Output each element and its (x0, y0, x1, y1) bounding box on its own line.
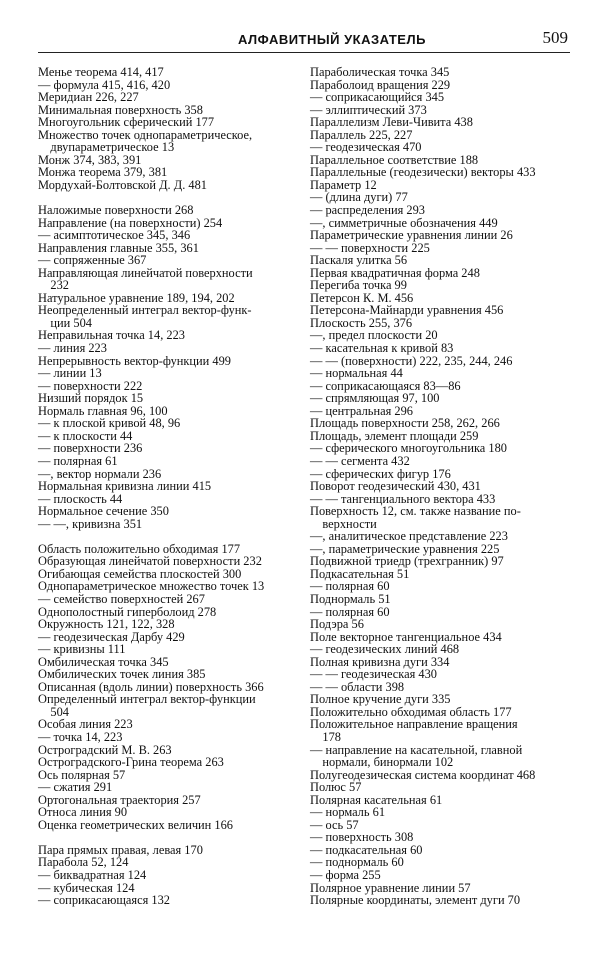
index-entry: Меридиан 226, 227 (38, 90, 139, 105)
index-entry: Направляющая линейчатой поверхности (38, 265, 253, 280)
index-entry: Параболическая точка 345 (310, 65, 450, 79)
index-entry: Поле векторное тангенциальное 434 (310, 629, 502, 644)
index-entry: нормали, бинормали 102 (310, 755, 454, 770)
index-entry: — геодезических линий 468 (310, 642, 460, 657)
index-entry: Площадь поверхности 258, 262, 266 (310, 416, 500, 431)
index-entry: Пара прямых правая, левая 170 (38, 842, 203, 857)
index-entry: Особая линия 223 (38, 717, 133, 732)
index-entry: —, параметрические уравнения 225 (310, 541, 500, 556)
index-entry: — плоскость 44 (38, 491, 123, 506)
index-entry: — — тангенциального вектора 433 (310, 491, 496, 506)
index-entry: Петерсона-Майнарди уравнения 456 (310, 303, 504, 318)
index-entry: — поверхности 236 (38, 441, 143, 456)
index-entry: — нормальная 44 (310, 366, 403, 381)
index-entry: 504 (38, 704, 69, 719)
index-entry: Паскаля улитка 56 (310, 253, 408, 268)
index-entry: Нормаль главная 96, 100 (38, 403, 168, 418)
index-entry: — к плоской кривой 48, 96 (38, 416, 181, 431)
index-entry: Параметрические уравнения линии 26 (310, 228, 513, 243)
index-entry: Полная кривизна дуги 334 (310, 654, 450, 669)
index-entry: — касательная к кривой 83 (310, 341, 454, 356)
index-entry: Монж 374, 383, 391 (38, 152, 142, 167)
index-entry: — центральная 296 (310, 403, 413, 418)
index-entry: Полярная касательная 61 (310, 792, 443, 807)
index-entry: — — области 398 (310, 679, 405, 694)
index-entry: Подкасательная 51 (310, 566, 410, 581)
index-entry: Подвижной триедр (трехгранник) 97 (310, 554, 504, 569)
index-entry: —, аналитическое представление 223 (310, 529, 508, 544)
index-entry: — кривизны 111 (38, 642, 126, 657)
index-entry: — спрямляющая 97, 100 (310, 391, 440, 406)
index-entry: Полугеодезическая система координат 468 (310, 767, 536, 782)
index-entry: Множество точек однопараметрическое, (38, 127, 253, 142)
page-number: 509 (542, 28, 568, 47)
index-entry: Неправильная точка 14, 223 (38, 328, 185, 343)
index-entry: Параллельное соответствие 188 (310, 152, 479, 167)
index-entry: Подэра 56 (310, 617, 364, 632)
index-entry: — сферического многоугольника 180 (310, 441, 507, 456)
index-entry: Мордухай-Болтовской Д. Д. 481 (38, 177, 207, 192)
index-entry: Параллель 225, 227 (310, 127, 413, 142)
index-entry: Остроградского-Грина теорема 263 (38, 755, 224, 770)
index-entry: Плоскость 255, 376 (310, 315, 413, 330)
running-header (38, 30, 570, 53)
index-entry: — — сегмента 432 (310, 453, 410, 468)
index-entry: Положительно обходимая область 177 (310, 704, 512, 719)
index-entry: — ось 57 (310, 817, 359, 832)
index-entry: Поднормаль 51 (310, 591, 391, 606)
index-entry: — — поверхности 225 (310, 240, 430, 255)
index-entry: Поворот геодезический 430, 431 (310, 479, 481, 494)
index-entry: Многоугольник сферический 177 (38, 115, 215, 130)
letter-group-gap (38, 530, 300, 543)
index-entry: Неопределенный интеграл вектор-функ- (38, 303, 252, 318)
index-entry: ции 504 (38, 315, 92, 330)
index-entry: — соприкасающаяся 83—86 (310, 378, 461, 393)
index-entry: Область положительно обходимая 177 (38, 541, 241, 556)
index-entry: —, симметричные обозначения 449 (310, 215, 498, 230)
index-entry: Парабола 52, 124 (38, 855, 129, 870)
index-column-left (38, 66, 300, 907)
index-entry: Остроградский М. В. 263 (38, 742, 172, 757)
index-entry: —, вектор нормали 236 (38, 466, 162, 481)
index-entry: Относа линия 90 (38, 805, 128, 820)
index-entry: Омбилических точек линия 385 (38, 667, 206, 682)
index-entry: Первая квадратичная форма 248 (310, 265, 480, 280)
index-entry: — —, кривизна 351 (38, 516, 143, 531)
index-entry: — полярная 60 (310, 579, 390, 594)
index-entry: Параметр 12 (310, 177, 377, 192)
index-entry: —, предел плоскости 20 (310, 328, 438, 343)
index-entry: — подкасательная 60 (310, 842, 423, 857)
index-entry: — сферических фигур 176 (310, 466, 451, 481)
index-entry: Омбилическая точка 345 (38, 654, 169, 669)
index-entry: Минимальная поверхность 358 (38, 102, 203, 117)
index-entry: — биквадратная 124 (38, 868, 147, 882)
index-entry: Направление (на поверхности) 254 (38, 215, 223, 230)
index-entry: 232 (38, 278, 69, 293)
index-entry: — линии 13 (38, 366, 102, 381)
index-entry: — нормаль 61 (310, 805, 386, 820)
index-entry: Площадь, элемент площади 259 (310, 428, 479, 443)
index-entry: Параллельные (геодезически) векторы 433 (310, 165, 536, 180)
index-entry: верхности (310, 516, 377, 531)
index-entry: — асимптотическое 345, 346 (38, 228, 191, 243)
index-entry: Определенный интеграл вектор-функции (38, 692, 256, 707)
index-entry: — направление на касательной, главной (310, 742, 523, 757)
index-entry: Натуральное уравнение 189, 194, 202 (38, 290, 235, 305)
index-entry: — точка 14, 223 (38, 729, 123, 744)
index-entry: Непрерывность вектор-функции 499 (38, 353, 231, 368)
index-entry: Полюс 57 (310, 780, 362, 795)
index-entry: — соприкасающийся 345 (310, 90, 445, 105)
index-entry: — линия 223 (38, 341, 107, 356)
index-entry: Наложимые поверхности 268 (38, 203, 194, 218)
index-entry: Образующая линейчатой поверхности 232 (38, 554, 262, 569)
index-entry: — сжатия 291 (38, 780, 113, 795)
index-entry: Ось полярная 57 (38, 767, 126, 782)
index-entry: — — (поверхности) 222, 235, 244, 246 (310, 353, 513, 368)
index-column-right (310, 66, 572, 907)
index-entry: Нормальная кривизна линии 415 (38, 479, 212, 494)
index-entry: Однополостный гиперболоид 278 (38, 604, 217, 619)
index-entry: — поднормаль 60 (310, 855, 404, 870)
index-entry: Полное кручение дуги 335 (310, 692, 451, 707)
index-entry: Монжа теорема 379, 381 (38, 165, 168, 180)
index-entry: — семейство поверхностей 267 (38, 591, 205, 606)
index-entry: — (длина дуги) 77 (310, 190, 408, 205)
index-entry: — распределения 293 (310, 203, 425, 218)
index-entry: Однопараметрическое множество точек 13 (38, 579, 265, 594)
index-entry: Описанная (вдоль линии) поверхность 366 (38, 679, 264, 694)
index-entry: 178 (310, 729, 341, 744)
index-entry: — сопряженные 367 (38, 253, 147, 268)
index-entry: Ортогональная траектория 257 (38, 792, 201, 807)
index-entry: — полярная 61 (38, 453, 118, 468)
index-entry: Положительное направление вращения (310, 717, 518, 732)
running-title: АЛФАВИТНЫЙ УКАЗАТЕЛЬ (238, 32, 426, 47)
index-entry: — соприкасающаяся 132 (38, 893, 171, 908)
index-entry: — полярная 60 (310, 604, 390, 619)
index-entry: — форма 255 (310, 868, 381, 882)
index-entry: Полярные координаты, элемент дуги 70 (310, 893, 521, 908)
index-entry: — поверхности 222 (38, 378, 143, 393)
index-entry: — формула 415, 416, 420 (38, 77, 171, 92)
index-entry: — геодезическая 470 (310, 140, 422, 155)
index-entry: Полярное уравнение линии 57 (310, 880, 471, 895)
index-entry: Перегиба точка 99 (310, 278, 407, 293)
index-entry: двупараметрическое 13 (38, 140, 175, 155)
index-entry: Нормальное сечение 350 (38, 504, 169, 519)
index-entry: — к плоскости 44 (38, 428, 133, 443)
index-entry: Огибающая семейства плоскостей 300 (38, 566, 242, 581)
index-entry: Параболоид вращения 229 (310, 77, 451, 92)
index-entry: Параллелизм Леви-Чивита 438 (310, 115, 473, 130)
index-entry: — поверхность 308 (310, 830, 414, 845)
index-entry: Петерсон К. М. 456 (310, 290, 414, 305)
index-entry: Низший порядок 15 (38, 391, 144, 406)
index-entry: Окружность 121, 122, 328 (38, 617, 175, 632)
index-entry: — кубическая 124 (38, 880, 135, 895)
index-entry: Оценка геометрических величин 166 (38, 817, 234, 832)
index-entry: — геодезическая Дарбу 429 (38, 629, 185, 644)
index-entry: Менье теорема 414, 417 (38, 65, 164, 79)
index-entry: — — геодезическая 430 (310, 667, 437, 682)
index-entry: Направления главные 355, 361 (38, 240, 199, 255)
index-entry: Поверхность 12, см. также название по- (310, 504, 521, 519)
index-entry: — эллиптический 373 (310, 102, 427, 117)
